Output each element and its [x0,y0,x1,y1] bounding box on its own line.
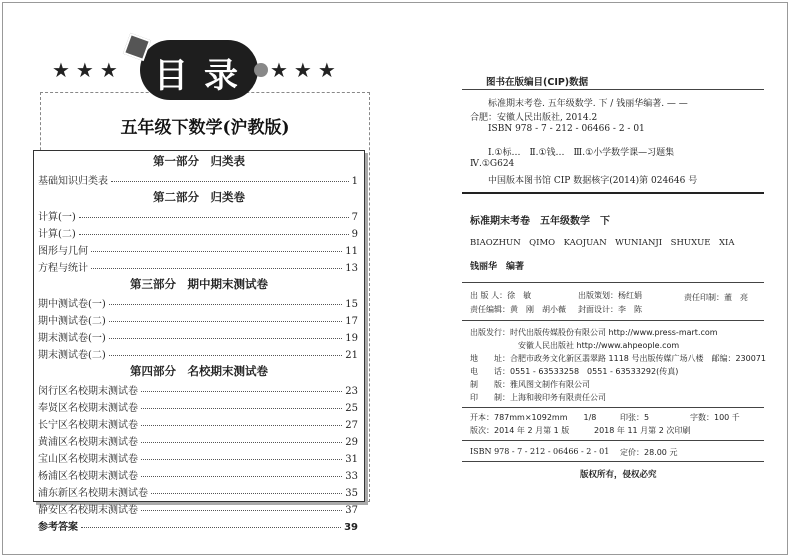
divider [462,320,764,321]
toc-leader-dots [109,355,342,356]
toc-entry-page: 39 [344,522,358,533]
toc-entry [34,380,364,397]
toc-leader-dots [151,493,342,494]
planning-editor: 出版策划：杨红娟 [578,291,642,300]
toc-part-heading: 第二部分 归类卷 [153,190,245,204]
cip-line-1: 标准期末考卷. 五年级数学. 下 / 钱丽华编著. — — [488,99,688,109]
toc-entry-title: 静安区名校期末测试卷 [38,505,138,516]
toc-leader-dots [141,442,342,443]
toc-entry [34,223,364,240]
title-char-2: 录 [204,56,238,96]
toc-entry-title: 计算(一) [38,212,76,223]
toc-entry-page: 35 [345,488,358,499]
cip-line-2: 合肥：安徽人民出版社, 2014.2 [470,113,598,123]
toc-entry [34,257,364,274]
toc-part-heading: 第一部分 归类表 [153,154,245,168]
toc-entry-page: 23 [345,386,358,397]
toc-leader-dots [141,391,342,392]
toc-entry-title: 长宁区名校期末测试卷 [38,420,138,431]
cover-design: 封面设计：李 陈 [578,305,642,314]
toc-leader-dots [141,459,342,460]
toc-entry-title: 黄浦区名校期末测试卷 [38,437,138,448]
book-subtitle: 五年级下数学(沪教版) [120,118,290,138]
title-char-1: 目 [154,56,188,96]
toc-entry-page: 37 [345,505,358,516]
phone-line: 电 话：0551 - 63533258 0551 - 63533292(传真) [470,367,679,376]
table-of-contents [33,150,365,533]
responsible-editor: 责任编辑：黄 刚 胡小薇 [470,305,566,314]
toc-entry [34,240,364,257]
divider [462,89,764,90]
toc-entry [34,344,364,361]
price-line: 定价：28.00 元 [620,448,678,457]
toc-entry-page: 25 [345,403,358,414]
toc-entry-title: 期末测试卷(二) [38,350,106,361]
toc-entry-page: 1 [351,176,358,187]
toc-leader-dots [141,425,342,426]
isbn-line: ISBN 978 - 7 - 212 - 06466 - 2 - 01 [470,447,610,456]
divider [462,461,764,462]
toc-entry-page: 15 [345,299,358,310]
toc-entry-page: 21 [345,350,358,361]
toc-entry-page: 19 [345,333,358,344]
toc-entry-title: 期中测试卷(二) [38,316,106,327]
printing-info: 2018 年 11 月第 2 次印刷 [594,426,691,435]
divider [462,440,764,441]
toc-entry-title: 奉贤区名校期末测试卷 [38,403,138,414]
toc-leader-dots [111,181,349,182]
toc-entry [34,414,364,431]
edition-info: 版次：2014 年 2 月第 1 版 [470,426,570,435]
toc-entry-page: 7 [351,212,358,223]
toc-entry [34,170,364,187]
toc-entry-title: 期末测试卷(一) [38,333,106,344]
dot-icon [254,63,268,77]
toc-leader-dots [141,476,342,477]
toc-entry-title: 宝山区名校期末测试卷 [38,454,138,465]
toc-leader-dots [79,234,349,235]
stars-right-icon: ★★★ [270,58,342,82]
toc-entry-title: 方程与统计 [38,263,88,274]
contents-title-badge [140,40,258,100]
distributor-line-2: 安徽人民出版社 http://www.ahpeople.com [518,341,680,350]
toc-entry-page: 33 [345,471,358,482]
toc-entry-page: 11 [345,246,358,257]
toc-entry [34,448,364,465]
publisher-person: 出 版 人：徐 敏 [470,291,532,300]
toc-entry-page: 29 [345,437,358,448]
toc-entry-page: 31 [345,454,358,465]
toc-entry [34,310,364,327]
address-line: 地 址：合肥市政务文化新区翡翠路 1118 号出版传媒广场八楼 邮编：230071 [470,354,766,363]
toc-entry [34,431,364,448]
toc-entry-page: 27 [345,420,358,431]
author-line: 钱丽华 编著 [470,262,525,272]
toc-entry-title: 计算(二) [38,229,76,240]
book-title: 标准期末考卷 五年级数学 下 [470,216,610,227]
cip-line-3: ISBN 978 - 7 - 212 - 06466 - 2 - 01 [488,124,645,134]
toc-entry-title: 图形与几何 [38,246,88,257]
cip-line-5: Ⅳ.①G624 [470,159,515,169]
divider [462,282,764,283]
toc-entry-page: 13 [345,263,358,274]
toc-entry-title: 杨浦区名校期末测试卷 [38,471,138,482]
toc-entry-title: 浦东新区名校期末测试卷 [38,488,148,499]
toc-leader-dots [109,304,342,305]
copyright-notice: 版权所有，侵权必究 [580,470,657,480]
toc-part-heading: 第四部分 名校期末测试卷 [130,364,268,378]
toc-entry-title: 期中测试卷(一) [38,299,106,310]
toc-leader-dots [91,251,342,252]
cip-line-4: Ⅰ.①标… Ⅱ.①钱… Ⅲ.①小学数学课—习题集 [488,148,675,158]
toc-entry [34,293,364,310]
stars-left-icon: ★★★ [52,58,124,82]
format-spec: 开本：787mm×1092mm 1/8 [470,413,597,422]
toc-leader-dots [81,527,341,528]
cip-line-6: 中国版本图书馆 CIP 数据核字(2014)第 024646 号 [488,176,698,186]
toc-entry [34,465,364,482]
printing-line: 印 制：上海和骏印务有限责任公司 [470,393,606,402]
divider [462,407,764,408]
toc-entry [34,397,364,414]
toc-leader-dots [109,338,342,339]
book-pinyin: BIAOZHUN QIMO KAOJUAN WUNIANJI SHUXUE XIA [470,238,735,248]
toc-entry [34,206,364,223]
toc-entry-page: 9 [351,229,358,240]
sheet-count: 印张：5 [620,413,650,422]
toc-entry-page: 17 [345,316,358,327]
distributor-line-1: 出版发行：时代出版传媒股份有限公司 http://www.press-mart.com [470,328,718,337]
toc-leader-dots [109,321,342,322]
print-supervisor: 责任印制：董 亮 [684,293,748,302]
toc-leader-dots [91,268,342,269]
toc-leader-dots [141,510,342,511]
plate-making-line: 制 版：雅风图文制作有限公司 [470,380,590,389]
toc-entry [34,499,364,516]
cip-title: 图书在版编目(CIP)数据 [486,77,589,88]
toc-leader-dots [141,408,342,409]
toc-entry-title: 闵行区名校期末测试卷 [38,386,138,397]
toc-part-heading: 第三部分 期中期末测试卷 [130,277,268,291]
word-count: 字数：100 千 [690,413,740,422]
toc-answers-entry [34,516,364,533]
toc-entry [34,482,364,499]
toc-entry-title: 基础知识归类表 [38,176,108,187]
toc-entry-title: 参考答案 [38,522,78,533]
toc-leader-dots [79,217,349,218]
toc-entry [34,327,364,344]
divider [462,192,764,194]
